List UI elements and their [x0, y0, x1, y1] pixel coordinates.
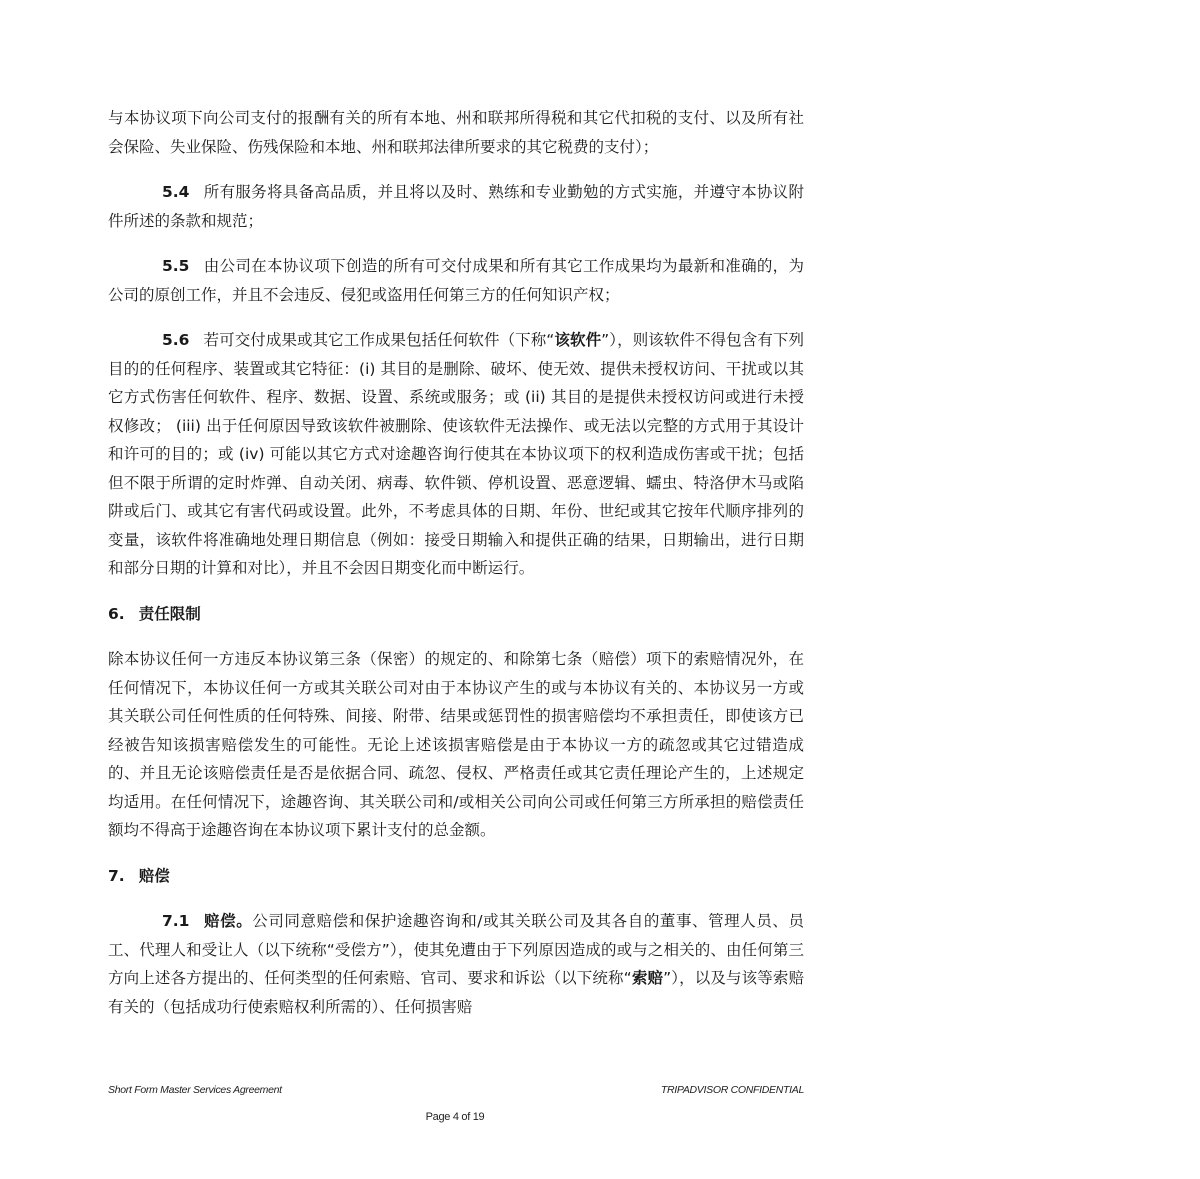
- continuation-paragraph: 与本协议项下向公司支付的报酬有关的所有本地、州和联邦所得税和其它代扣税的支付、以及所有社会保险、失业保险、伤残保险和本地、州和联邦法律所要求的其它税费的支付）；: [108, 109, 804, 156]
- clause-lead: 赔偿。: [203, 912, 253, 930]
- clause-text: ”），则该软件不得包含有下列目的的任何程序、装置或其它特征：(i) 其目的是删除、破坏、使无效、提供未授权访问、干扰或以其它方式伤害任何软件、程序、数据、设置、系统或服务；或 (ii) 其目的是提供未授权访问或进行未授权修改； (iii) 出于任何原因导致该软件被删除、使该软件无法操作、或无法以完整的方式用于其设计和许可的目的；或 (iv) 可能以其它方式对途趣咨询行使其在本协议项下的权利造成伤害或干扰；包括但不限于所谓的定时炸弹、自动关闭、病毒、软件锁、停机设置、恶意逻辑、蠕虫、特洛伊木马或陷阱或后门、或其它有害代码或设置。此外，不考虑具体的日期、年份、世纪或其它按年代顺序排列的变量，该软件将准确地处理日期信息（例如：接受日期输入和提供正确的结果，日期输出，进行日期和部分日期的计算和对比），并且不会因日期变化而中断运行。: [108, 331, 804, 577]
- footer-page-number: Page 4 of 19: [425, 1111, 485, 1123]
- section-number: 6.: [108, 604, 125, 623]
- clause-text: ”），以及与该等索赔有关的（包括成功行使索赔权利所需的）、任何损害赔: [108, 969, 804, 1016]
- clause-number: 5.6: [162, 331, 190, 349]
- document-body: [108, 104, 804, 1038]
- defined-term: 索赔: [631, 969, 664, 987]
- section-6-paragraph: 除本协议任何一方违反本协议第三条（保密）的规定的、和除第七条（赔偿）项下的索赔情况外，在任何情况下，本协议任何一方或其关联公司对由于本协议产生的或与本协议有关的、本协议另一方或其关联公司任何性质的任何特殊、间接、附带、结果或惩罚性的损害赔偿均不承担责任，即使该方已经被告知该损害赔偿发生的可能性。无论上述该损害赔偿是由于本协议一方的疏忽或其它过错造成的、并且无论该赔偿责任是否是依据合同、疏忽、侵权、严格责任或其它责任理论产生的，上述规定均适用。在任何情况下，途趣咨询、其关联公司和/或相关公司向公司或任何第三方所承担的赔偿责任额均不得高于途趣咨询在本协议项下累计支付的总金额。: [108, 650, 804, 839]
- defined-term: 该软件: [554, 331, 602, 349]
- section-number: 7.: [108, 866, 125, 885]
- clause-5-5: [108, 252, 804, 309]
- clause-5-6: [108, 326, 804, 583]
- clause-5-4: [108, 178, 804, 235]
- footer-confidential-label: TRIPADVISOR CONFIDENTIAL: [660, 1084, 804, 1096]
- clause-text: 所有服务将具备高品质，并且将以及时、熟练和专业勤勉的方式实施，并遵守本协议附件所述的条款和规范；: [108, 183, 804, 230]
- clause-text: 若可交付成果或其它工作成果包括任何软件（下称“: [203, 331, 555, 349]
- section-title: 赔偿: [138, 866, 170, 885]
- section-heading-7: [108, 862, 804, 891]
- section-title: 责任限制: [138, 604, 201, 623]
- clause-text: 公司同意赔偿和保护途趣咨询和/或其关联公司及其各自的董事、管理人员、员工、代理人和受让人（以下统称“受偿方”），使其免遭由于下列原因造成的或与之相关的、由任何第三方向上述各方提出的、任何类型的任何索赔、官司、要求和诉讼（以下统称“: [108, 912, 804, 987]
- section-heading-6: [108, 600, 804, 629]
- clause-7-1: [108, 907, 804, 1021]
- clause-number: 5.4: [162, 183, 190, 201]
- footer-document-title: Short Form Master Services Agreement: [108, 1084, 282, 1096]
- clause-text: 由公司在本协议项下创造的所有可交付成果和所有其它工作成果均为最新和准确的，为公司的原创工作，并且不会违反、侵犯或盗用任何第三方的任何知识产权；: [108, 257, 804, 304]
- clause-number: 7.1: [162, 912, 190, 930]
- clause-number: 5.5: [162, 257, 190, 275]
